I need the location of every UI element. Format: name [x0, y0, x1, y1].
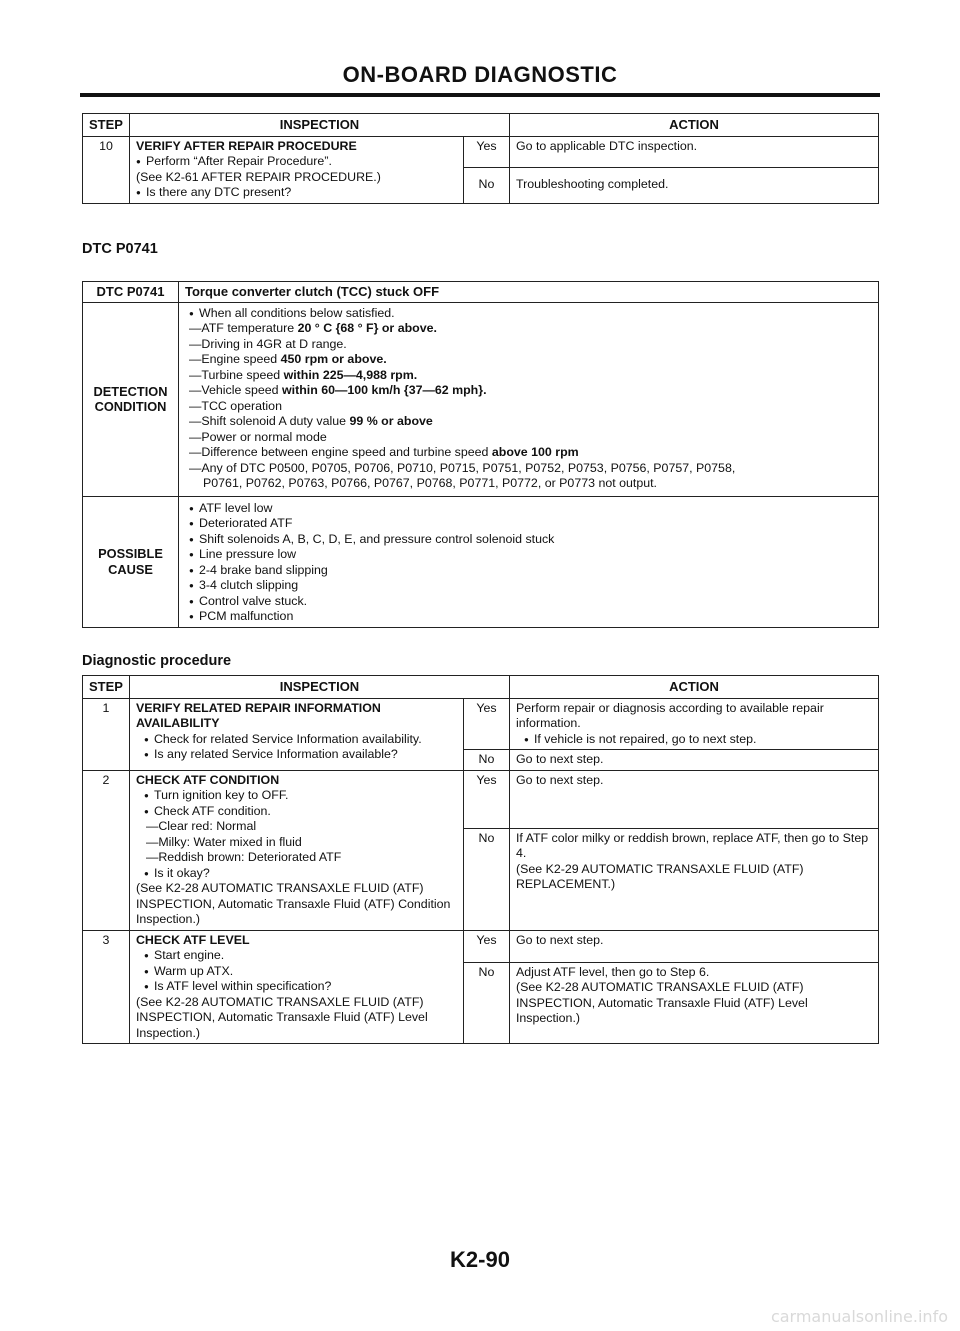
step-number: 3 [83, 930, 130, 1044]
inspection-cell [129, 698, 463, 770]
condition-value: within 60—100 km/h {37—62 mph}. [282, 383, 487, 397]
inspection-bullet: ● Start engine. [144, 948, 457, 964]
no-label: No [463, 962, 509, 1044]
step-number: 10 [83, 136, 130, 203]
condition-value: above 100 rpm [491, 445, 579, 459]
diagnostic-heading: Diagnostic procedure [82, 653, 232, 669]
title-rule [80, 93, 880, 97]
condition-text: Difference between engine speed and turbine speed [201, 445, 492, 459]
condition-any-dtc: — Any of DTC P0500, P0705, P0706, P0710, P0715, P0751, P0752, P0753, P0756, P0757, P0758, [189, 461, 870, 477]
inspection-title: CHECK ATF LEVEL [135, 932, 250, 947]
possible-cause-label [83, 496, 179, 627]
yes-action: Go to next step. [509, 770, 878, 828]
condition-any-dtc-cont: P0761, P0762, P0763, P0766, P0767, P0768, P0771, P0772, or P0773 not output. [203, 476, 658, 490]
condition-vehicle [189, 383, 870, 399]
inspection-title: CHECK ATF CONDITION [135, 772, 280, 787]
condition-tcc: — TCC operation [189, 399, 870, 415]
inspection-ref: (See K2-61 AFTER REPAIR PROCEDURE.) [135, 169, 381, 184]
inspection-ref: (See K2-28 AUTOMATIC TRANSAXLE FLUID (ATF) INSPECTION, Automatic Transaxle Fluid (ATF) Level Inspection.) [135, 994, 428, 1040]
inspection-bullet: ● Check ATF condition. [144, 804, 457, 820]
page-number: K2-90 [450, 1247, 510, 1272]
condition-text: ATF temperature [201, 321, 298, 335]
step10-table [82, 113, 879, 204]
label-line: CONDITION [94, 399, 167, 414]
step-number: 1 [83, 698, 130, 770]
action-text: Adjust ATF level, then go to Step 6. [515, 964, 710, 979]
condition-engine [189, 352, 870, 368]
yes-action: Go to next step. [509, 930, 878, 962]
condition-text: Turbine speed [201, 367, 284, 382]
condition-shift [189, 414, 870, 430]
condition-atf [189, 321, 870, 337]
cause-item: ● Line pressure low [189, 547, 870, 563]
col-inspection: INSPECTION [129, 676, 509, 699]
inspection-cell [129, 770, 463, 930]
cause-item: ● 3-4 clutch slipping [189, 578, 870, 594]
inspection-ref: (See K2-28 AUTOMATIC TRANSAXLE FLUID (ATF) INSPECTION, Automatic Transaxle Fluid (ATF) Condition Inspection.) [135, 881, 451, 926]
step-number: 2 [83, 770, 130, 930]
yes-label: Yes [463, 930, 509, 962]
dtc-heading: DTC P0741 [82, 241, 158, 257]
condition-value: 450 rpm or above. [280, 352, 387, 366]
yes-label: Yes [463, 698, 509, 750]
label-line: DETECTION [93, 383, 168, 399]
inspection-bullet: ● Is ATF level within specification? [144, 979, 457, 995]
condition-text: Shift solenoid A duty value [201, 414, 350, 428]
condition-driving: — Driving in 4GR at D range. [189, 337, 870, 353]
action-text: Perform repair or diagnosis according to available repair information. [515, 700, 824, 730]
inspection-bullet: ● Perform “After Repair Procedure”. [136, 154, 457, 170]
inspection-bullet: ● Is there any DTC present? [136, 185, 457, 201]
label-line: CAUSE [108, 561, 153, 577]
cause-item: ● Shift solenoids A, B, C, D, E, and pressure control solenoid stuck [189, 532, 870, 548]
condition-power: — Power or normal mode [189, 430, 870, 446]
possible-cause-list [179, 496, 879, 627]
col-step: STEP [83, 114, 130, 137]
inspection-bullet: ● Is it okay? [144, 866, 457, 882]
dtc-table [82, 281, 879, 628]
detection-condition-list [179, 302, 879, 496]
col-inspection: INSPECTION [129, 114, 509, 137]
cause-item: ● PCM malfunction [189, 609, 870, 625]
inspection-title: AVAILABILITY [135, 716, 220, 730]
inspection-cell [129, 930, 463, 1044]
condition-value: within 225—4,988 rpm. [283, 367, 418, 382]
inspection-bullet: ● Turn ignition key to OFF. [144, 788, 457, 804]
page-title: ON-BOARD DIAGNOSTIC [342, 62, 618, 87]
no-action [509, 828, 878, 930]
yes-label: Yes [463, 136, 509, 167]
dtc-description: Torque converter clutch (TCC) stuck OFF [179, 282, 879, 303]
inspection-title: VERIFY AFTER REPAIR PROCEDURE [135, 138, 357, 153]
condition-difference [189, 445, 870, 461]
inspection-dash: — Reddish brown: Deteriorated ATF [136, 850, 457, 866]
no-label: No [463, 167, 509, 203]
dtc-code: DTC P0741 [83, 282, 179, 303]
inspection-bullet: ● Is any related Service Information available? [144, 747, 457, 763]
no-action: Troubleshooting completed. [509, 167, 878, 203]
label-line: POSSIBLE [98, 546, 163, 561]
yes-label: Yes [463, 770, 509, 828]
condition-value: 20 ° C {68 ° F} or above. [297, 321, 437, 335]
condition-text: Engine speed [201, 352, 281, 366]
inspection-dash: — Clear red: Normal [136, 819, 457, 835]
condition-text: Vehicle speed [201, 383, 282, 397]
inspection-dash: — Milky: Water mixed in fluid [136, 835, 457, 851]
cause-item: ● Control valve stuck. [189, 594, 870, 610]
action-ref: (See K2-28 AUTOMATIC TRANSAXLE FLUID (ATF) INSPECTION, Automatic Transaxle Fluid (ATF) Level Inspection.) [515, 980, 808, 1025]
diagnostic-table [82, 675, 879, 1044]
cause-item: ● Deteriorated ATF [189, 516, 870, 532]
col-step: STEP [83, 676, 130, 699]
action-bullet: ● If vehicle is not repaired, go to next step. [524, 732, 872, 748]
yes-action: Go to applicable DTC inspection. [509, 136, 878, 167]
yes-action [509, 698, 878, 750]
no-label: No [463, 750, 509, 771]
no-label: No [463, 828, 509, 930]
col-action: ACTION [509, 676, 878, 699]
inspection-bullet: ● Warm up ATX. [144, 964, 457, 980]
condition-value: 99 % or above [349, 414, 433, 428]
no-action: Go to next step. [509, 750, 878, 771]
action-text: If ATF color milky or reddish brown, replace ATF, then go to Step 4. [515, 830, 869, 860]
inspection-bullet: ● Check for related Service Information availability. [144, 732, 457, 748]
detection-condition-label [83, 302, 179, 496]
condition-turbine [189, 368, 870, 384]
condition-intro: ● When all conditions below satisfied. [189, 306, 870, 322]
no-action [509, 962, 878, 1044]
cause-item: ● ATF level low [189, 501, 870, 517]
watermark: carmanualsonline.info [770, 1307, 948, 1326]
inspection-title: VERIFY RELATED REPAIR INFORMATION [135, 700, 381, 715]
inspection-cell [129, 136, 463, 203]
action-ref: (See K2-29 AUTOMATIC TRANSAXLE FLUID (ATF) REPLACEMENT.) [515, 861, 804, 891]
col-action: ACTION [509, 114, 878, 137]
cause-item: ● 2-4 brake band slipping [189, 563, 870, 579]
